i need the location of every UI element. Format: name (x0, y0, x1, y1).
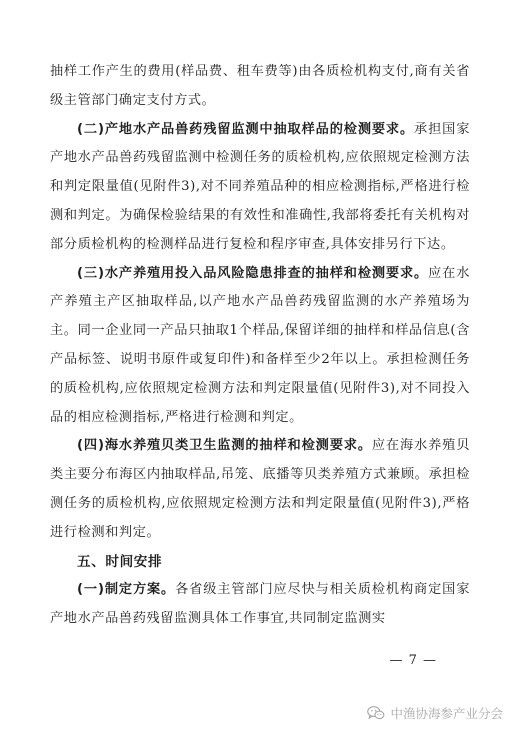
watermark (367, 704, 503, 722)
paragraph-text: 应在水产养殖主产区抽取样品,以产地水产品兽药残留监测的水产养殖场为主。同一企业同一产品只抽取1个样品,保留详细的抽样和样品信息(含产品标签、说明书原件或复印件)和备样至少2年以上。承担检测任务的质检机构,应依照规定检测方法和判定限量值(见附件3),对不同投入品的相应检测指标,严格进行检测和判定。 (50, 265, 470, 425)
paragraph-heading: (四)海水养殖贝类卫生监测的抽样和检测要求。 (77, 438, 372, 454)
watermark-text: 中渔协海参产业分会 (390, 706, 503, 721)
paragraph-heading: (一)制定方案。 (77, 582, 176, 598)
paragraph-plan (50, 576, 470, 634)
wechat-icon (367, 705, 385, 721)
section-title-schedule: 五、时间安排 (77, 553, 163, 570)
paragraph-input-risk (50, 260, 470, 433)
paragraph-continuation (50, 58, 470, 116)
document-body (50, 58, 470, 634)
paragraph-shellfish (50, 432, 470, 547)
paragraph-heading: (二)产地水产品兽药残留监测中抽取样品的检测要求。 (77, 121, 415, 137)
page-number: — 7 — (389, 653, 437, 668)
paragraph-text: 抽样工作产生的费用(样品费、租车费等)由各质检机构支付,商有关省级主管部门确定支付方式。 (50, 64, 470, 108)
paragraph-residue-testing (50, 116, 470, 260)
paragraph-text: 各省级主管部门应尽快与相关质检机构商定国家产地水产品兽药残留监测具体工作事宜,共同制定监测实 (50, 582, 470, 627)
paragraph-text: 应在海水养殖贝类主要分布海区内抽取样品,吊笼、底播等贝类养殖方式兼顾。承担检测任务的质检机构,应依照规定检测方法和判定限量值(见附件3),严格进行检测和判定。 (50, 438, 470, 540)
paragraph-text: 承担国家产地水产品兽药残留监测中检测任务的质检机构,应依照规定检测方法和判定限量值(见附件3),对不同养殖品种的相应检测指标,严格进行检测和判定。为确保检验结果的有效性和准确性,我部将委托有关机构对部分质检机构的检测样品进行复检和程序审查,具体安排另行下达。 (50, 121, 470, 252)
paragraph-heading: (三)水产养殖用投入品风险隐患排查的抽样和检测要求。 (77, 265, 429, 281)
